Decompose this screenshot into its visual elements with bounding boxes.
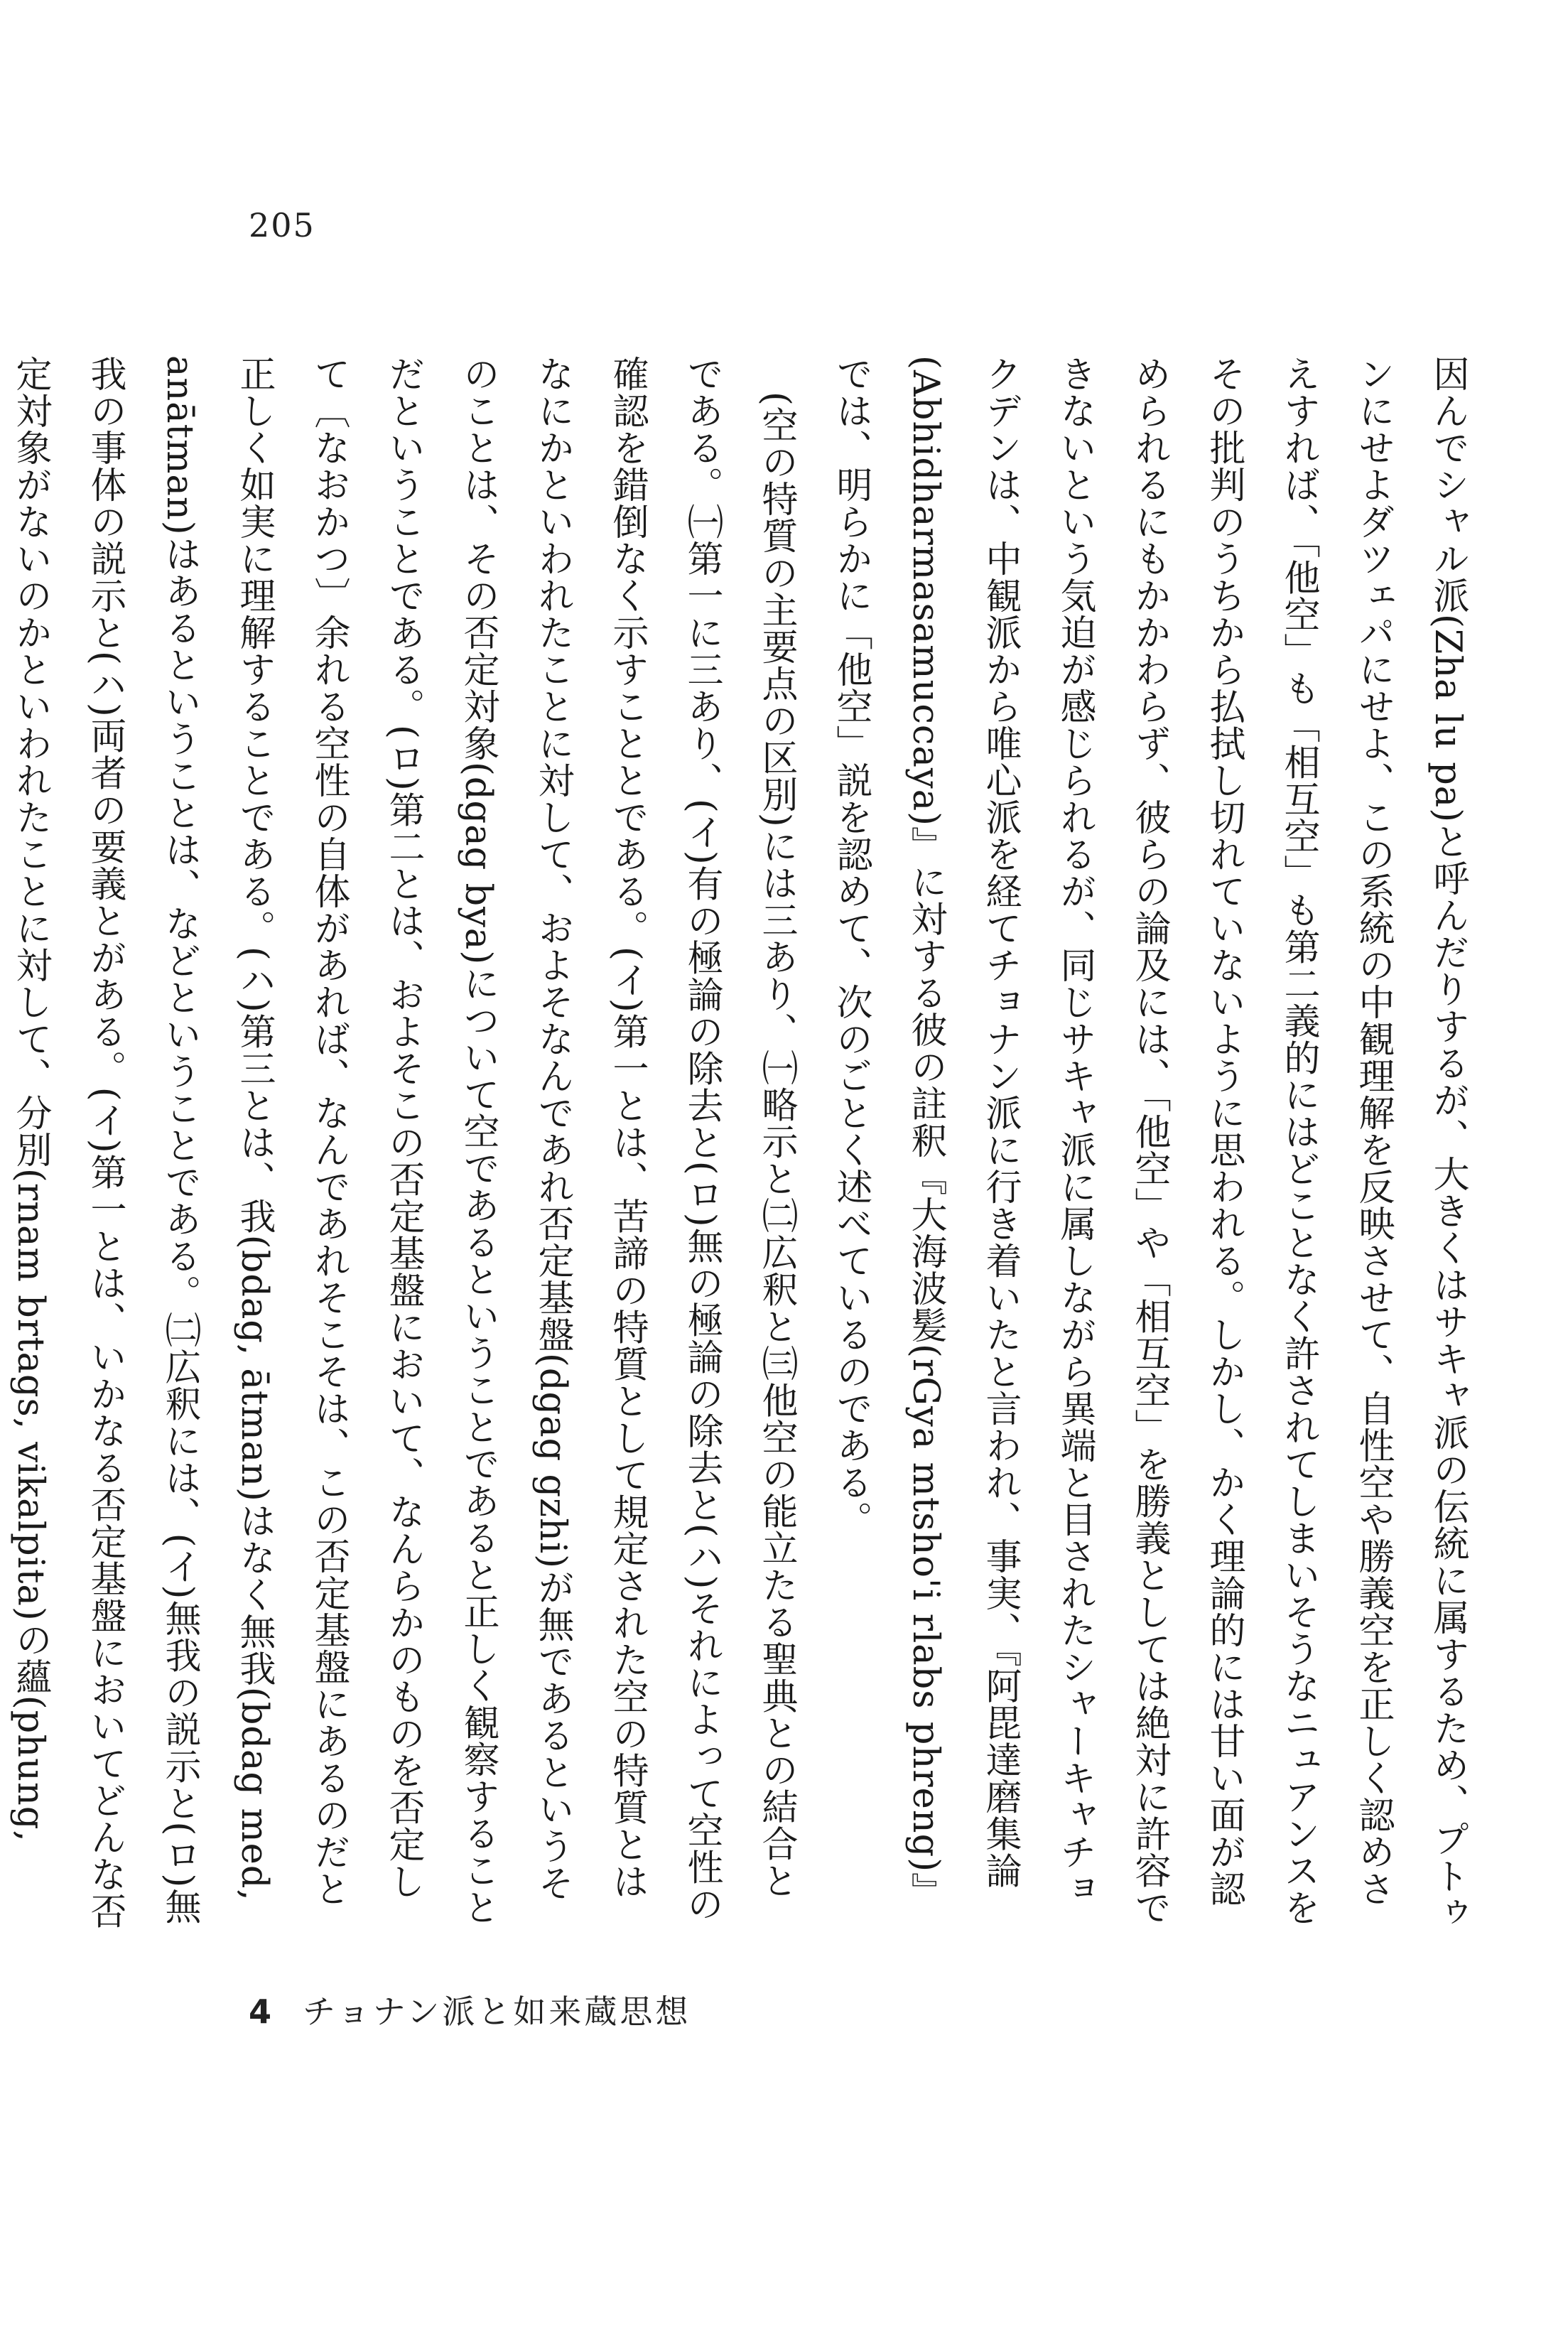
paragraph: 因んでシャル派(Zha lu pa)と呼んだりするが、大きくはサキャ派の伝統に属するため、プトゥンにせよダツェパにせよ、この系統の中観理解を反映させて、自性空や勝義空を正しく認めさえすれば、「他空」も「相互空」も第二義的にはどことなく許されてしまいそうなニュアンスをその批判のうちから払拭し切れていないように思われる。しかし、かく理論的には甘い面が認められるにもかかわらず、彼らの論及には、「他空」や「相互空」を勝義としては絶対に許容できないという気迫が感じられるが、同じサキャ派に属しながら異端と目されたシャーキャチョクデンは、中観派から唯心派を経てチョナン派に行き着いたと言われ、事実、『阿毘達磨集論(Abhidharmasamuccaya)』に対する彼の註釈『大海波髪(rGya mtsho'i rlabs phreng)』では、明らかに「他空」説を認めて、次のごとく述べているのである。	[830, 355, 1469, 1932]
running-footer	[249, 1986, 691, 2033]
chapter-number: 4	[249, 1992, 275, 2031]
body-text	[9, 355, 1485, 1933]
chapter-title: チョナン派と如来蔵思想	[303, 1992, 691, 2031]
paragraph: (空の特質の主要点の区別)には三あり、㈠略示と㈡広釈と㈢他空の能立たる聖典との結合とである。㈠第一に三あり、(イ)有の極論の除去と(ロ)無の極論の除去と(ハ)それによって空性の確認を錯倒なく示すこととである。(イ)第一とは、苦諦の特質として規定された空の特質とはなにかといわれたことに対して、およそなんであれ否定基盤(dgag gzhi)が無であるというそのことは、その否定対象(dgag bya)について空であるということであると正しく観察することだということである。(ロ)第二とは、およそこの否定基盤において、なんらかのものを否定して〔なおかつ〕余れる空性の自体があれば、なんであれそこそは、この否定基盤にあるのだと正しく如実に理解することである。(ハ)第三とは、我(bdag, ātman)はなく無我(bdag med, anātman)はあるということは、などということである。㈡広釈には、(イ)無我の説示と(ロ)無我の事体の説示と(ハ)両者の要義とがある。(イ)第一とは、いかなる否定基盤においてどんな否定対象がないのかといわれたことに対して、分別(rnam brtags, vikalpita)の蘊(phung,	[9, 355, 797, 1930]
page-number: 205	[249, 206, 315, 244]
